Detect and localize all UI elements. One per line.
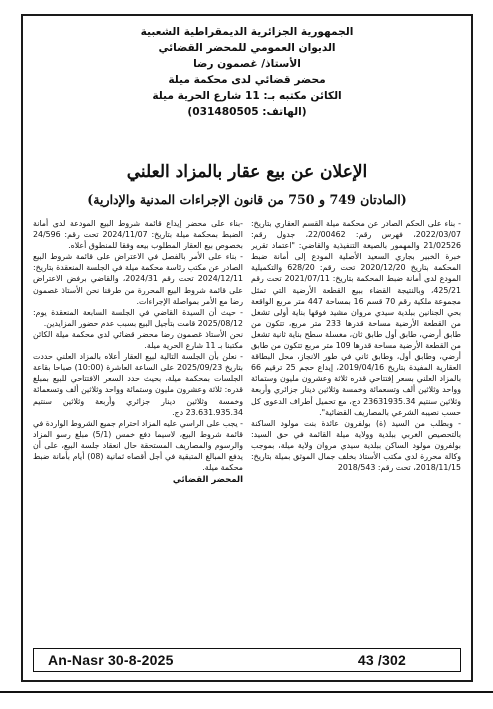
page-divider <box>0 691 493 693</box>
header-line-court: محضر قضائي لدى محكمة ميلة <box>168 74 326 86</box>
publication-name-date: An-Nasr 30-8-2025 <box>48 652 174 668</box>
body-column-left-text: -بناء على محضر إيداع قائمة شروط البيع المودعة لدى أمانة الضبط بمحكمة ميلة بتاريخ: 2024/11/07 تحت رقم: 24/596 بخصوص بيع العقار المطلوب بيعه وفقا للمنطوق أعلاه. - بناء على الأمر بالفصل في الاعتراض على قائمة شروط البيع الصادر عن مكتب رئاسة محكمة ميلة في الجلسة المنعقدة بتاريخ: 2024/12/11 تحت رقم 2024/31، والقاضي برفض الاعتراض على قائمة شروط البيع المحررة من طرفنا نحن الأستاذ غصمون رضا مع الأمر بمواصلة الإجراءات. - حيث أن السيدة القاضي في الجلسة السابعة المنعقدة يوم: 2025/08/12 قامت بتأجيل البيع بسبب عدم حضور المزايدين. نحن الأستاذ غصمون رضا محضر قضائي لدى محكمة ميلة الكائن مكتبنا بـ 11 شارع الحرية ميلة. - نعلن بأن الجلسة التالية لبيع العقار أعلاه بالمزاد العلني حددت بتاريخ 2025/09/23 على الساعة العاشرة (10:00) صباحا بقاعة الجلسات بمحكمة ميلة، بحيث حدد السعر الافتتاحي للبيع بمبلغ قدره: ثلاثة وعشرون مليون وستمائة وواحد وثلاثين ألف وتسعمائة وخمسة وثلاثين دينار جزائري وأربعة وثلاثين سنتيم 23.631.935.34 دج. - يجب على الراسي عليه المزاد احترام جميع الشروط الواردة في قائمة شروط البيع، لاسيما دفع خمس (5/1) مبلغ رسو المزاد والرسوم والمصاريف المستحقة حال انعقاد جلسة البيع، على أن يدفع المبالغ المتبقية في أجل أقصاه ثمانية (08) أيام بأمانة ضبط محكمة ميلة. <box>33 219 243 473</box>
signature-label: المحضر القضائي <box>172 475 243 486</box>
publication-footer <box>33 648 461 672</box>
notice-header <box>23 24 471 120</box>
header-line-phone: (الهاتف: 031480505) <box>187 106 307 118</box>
notice-subtitle: (المادتان 749 و 750 من قانون الإجراءات المدنية والإدارية) <box>87 192 407 207</box>
notice-body <box>33 218 461 652</box>
body-column-right <box>251 218 461 652</box>
body-column-right-text: - بناء على الحكم الصادر عن محكمة ميلة القسم العقاري بتاريخ: 2022/03/07، فهرس رقم: 22/00462، جدول رقم: 21/02526 والمهمور بالصيغة التنفيذية والقاضي: "اعتماد تقرير خبرة الخبير بجاري السعيد الأصلية المودع إلى أمانة ضبط المحكمة بتاريخ 2020/12/20 تحت رقم: 628/20 والتكميلية المودع لدى أمانة ضبط المحكمة بتاريخ: 2021/07/11 تحت رقم 425/21، وبالنتيجة القضاء ببيع القطعة الأرضية التي تمثل مجموعة ملكية رقم 70 قسم 16 بمساحة 447 متر مربع الواقعة بحي الجنانين ببلدية سيدي مروان مشيد فوقها بناية أولى تشغل من القطعة الأرضية مساحة قدرها 233 متر مربع، تتكون من طابق أرضي، طابق أول طابق ثان، مغسلة سطح بناية ثانية تشغل من القطعة الأرضية مساحة قدرها 109 متر مربع تتكون من طابق أرضي، وطابق أول، وطابق ثاني في طور الانجاز، محل البطاقة العقارية المفيدة بتاريخ 2019/04/16، إيداع حجم 25 ترقيم 66 بالمزاد العلني بسعر إفتتاحي قدره ثلاثة وعشرون مليون وستمائة وواحد وثلاثين ألف وتسعمائة وخمسة وثلاثين دينار جزائري وأربعة وثلاثين سنتيم 23631935.34 دج، مع تحميل أطراف الدعوى كل حسب نصيبه الشرعي بالمصاريف القضائية". - وبطلب من السيد (ة) بولفرون عائدة بنت مولود الساكنة بالتحصيص الغربي ببلدية وولاية ميلة القائمة في حق السيد: بولفرون مولود الساكن ببلدية سيدي مروان ولاية ميلة، بموجب وكالة محررة لدى مكتب الأستاذ بخلف جمال الموثق بميلة بتاريخ: 2018/11/15، تحت رقم: 2018/543 <box>251 219 461 473</box>
publication-number: 43 /302 <box>357 652 406 668</box>
header-line-address: الكائن مكتبه بـ: 11 شارع الحرية ميلة <box>152 90 342 102</box>
header-line-republic: الجمهورية الجزائرية الديمقراطية الشعبية <box>140 26 354 38</box>
notice-frame <box>21 14 473 682</box>
notice-title: الإعلان عن بيع عقار بالمزاد العلني <box>126 162 368 182</box>
body-column-left <box>33 218 243 652</box>
header-line-office: الديوان العمومي للمحضر القضائي <box>158 42 336 54</box>
header-line-bailiff-name: الأستاذ/ غصمون رضا <box>193 58 301 70</box>
